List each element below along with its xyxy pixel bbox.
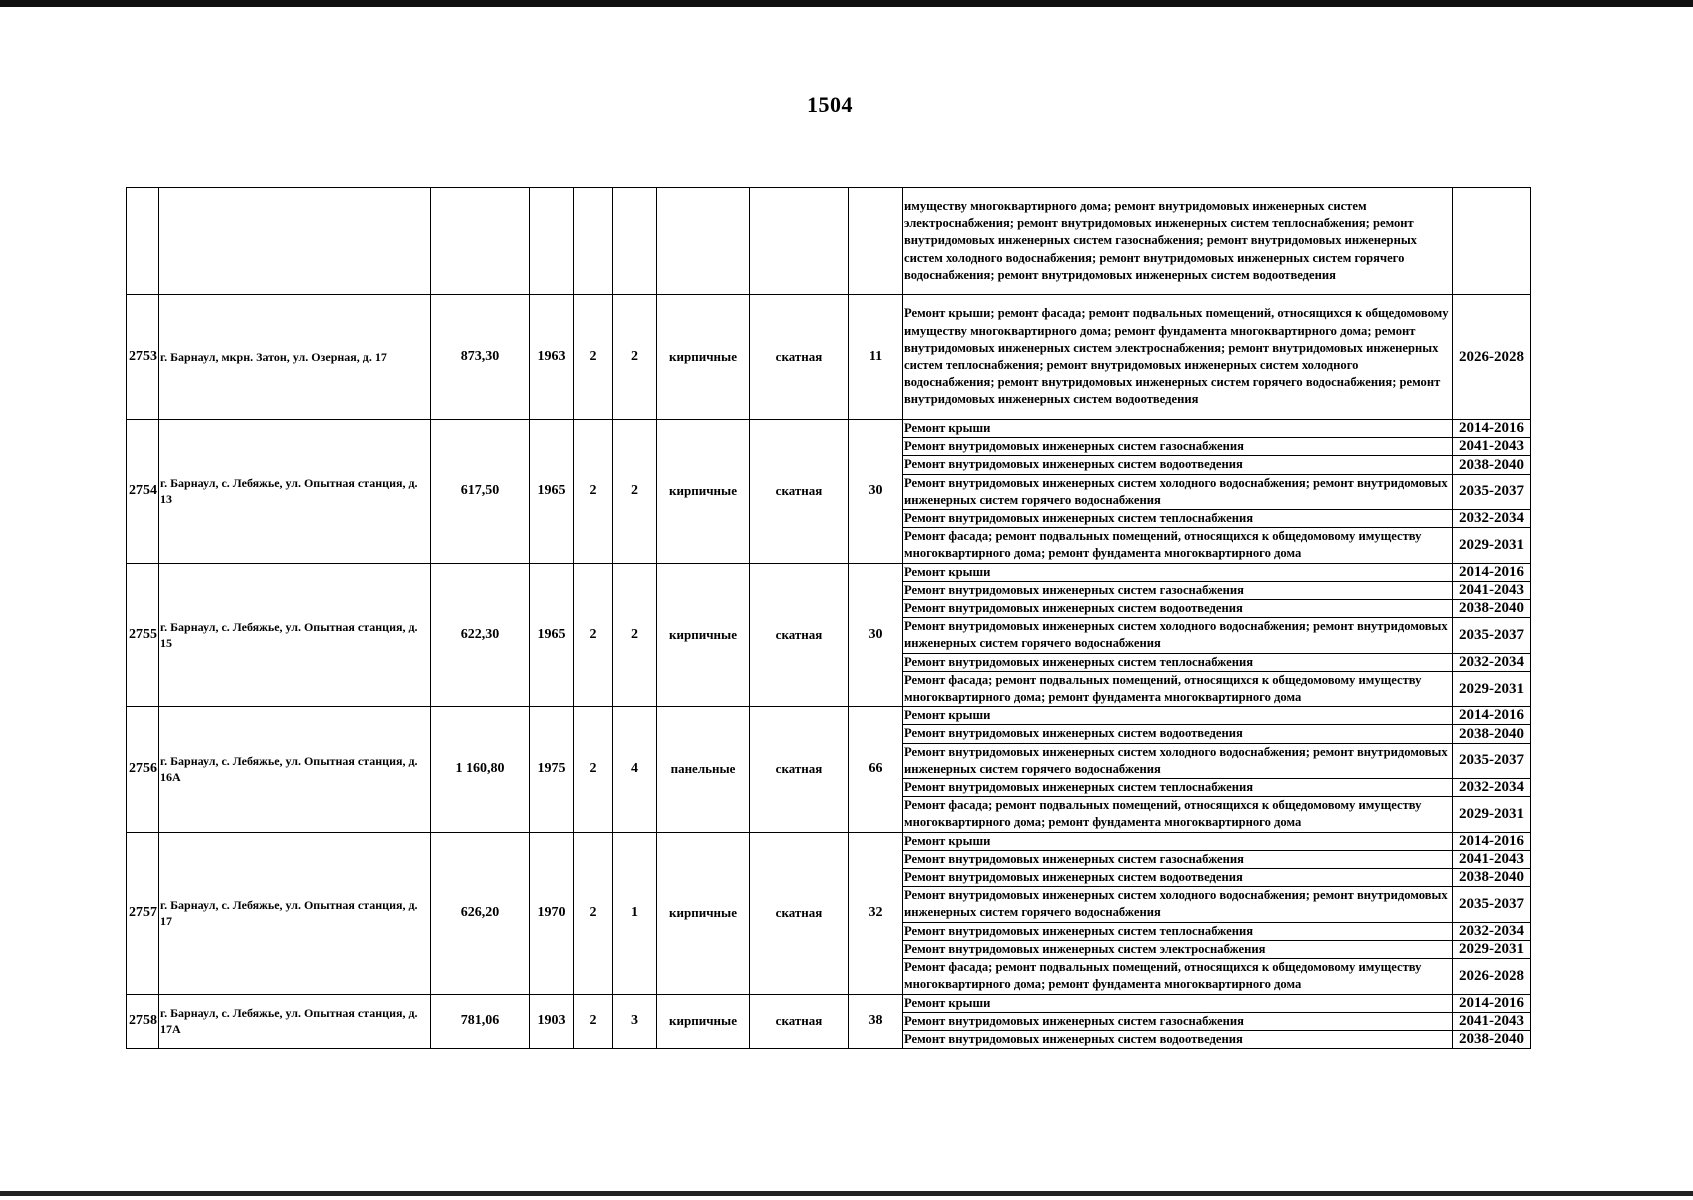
build-year: 1965 <box>530 563 574 707</box>
roof-type: скатная <box>750 563 849 707</box>
building-area: 781,06 <box>431 994 530 1049</box>
table-row <box>127 707 1531 725</box>
building-area: 626,20 <box>431 832 530 994</box>
repair-work-description: Ремонт внутридомовых инженерных систем электроснабжения <box>903 940 1453 958</box>
empty-cell <box>127 188 159 295</box>
repair-period: 2014-2016 <box>1453 563 1531 581</box>
empty-cell <box>1453 188 1531 295</box>
repair-period: 2029-2031 <box>1453 671 1531 706</box>
repair-period: 2029-2031 <box>1453 797 1531 832</box>
repair-period: 2014-2016 <box>1453 832 1531 850</box>
repair-period: 2014-2016 <box>1453 994 1531 1012</box>
wall-material: кирпичные <box>657 994 750 1049</box>
repair-work-description: Ремонт внутридомовых инженерных систем газоснабжения <box>903 850 1453 868</box>
repair-work-description: Ремонт внутридомовых инженерных систем теплоснабжения <box>903 779 1453 797</box>
build-year: 1965 <box>530 420 574 564</box>
build-year: 1975 <box>530 707 574 832</box>
repair-work-description: Ремонт фасада; ремонт подвальных помещений, относящихся к общедомовому имуществу многоквартирного дома; ремонт фундамента многоквартирного дома <box>903 671 1453 706</box>
building-area: 873,30 <box>431 295 530 420</box>
floors-count: 2 <box>574 707 613 832</box>
building-address: г. Барнаул, с. Лебяжье, ул. Опытная станция, д. 17 <box>159 832 431 994</box>
repair-period: 2032-2034 <box>1453 922 1531 940</box>
table-row <box>127 188 1531 295</box>
entrances-count: 1 <box>613 832 657 994</box>
repair-period: 2026-2028 <box>1453 295 1531 420</box>
building-address: г. Барнаул, с. Лебяжье, ул. Опытная станция, д. 13 <box>159 420 431 564</box>
repair-work-description: Ремонт крыши <box>903 994 1453 1012</box>
residents-count: 66 <box>849 707 903 832</box>
repair-work-description: Ремонт внутридомовых инженерных систем теплоснабжения <box>903 510 1453 528</box>
repair-period: 2035-2037 <box>1453 618 1531 653</box>
building-area: 622,30 <box>431 563 530 707</box>
repair-work-description: Ремонт крыши <box>903 420 1453 438</box>
repair-work-description: Ремонт фасада; ремонт подвальных помещений, относящихся к общедомовому имуществу многоквартирного дома; ремонт фундамента многоквартирного дома <box>903 959 1453 994</box>
repair-period: 2032-2034 <box>1453 653 1531 671</box>
residents-count: 11 <box>849 295 903 420</box>
building-number: 2755 <box>127 563 159 707</box>
empty-cell <box>750 188 849 295</box>
repair-period: 2029-2031 <box>1453 940 1531 958</box>
scan-top-edge <box>0 0 1693 7</box>
repair-work-description: Ремонт внутридомовых инженерных систем водоотведения <box>903 456 1453 474</box>
repair-work-description: Ремонт внутридомовых инженерных систем холодного водоснабжения; ремонт внутридомовых инженерных систем горячего водоснабжения <box>903 743 1453 778</box>
repair-period: 2038-2040 <box>1453 456 1531 474</box>
repair-period: 2026-2028 <box>1453 959 1531 994</box>
wall-material: кирпичные <box>657 563 750 707</box>
table-row <box>127 832 1531 850</box>
scan-bottom-edge <box>0 1191 1693 1196</box>
repair-work-description: Ремонт внутридомовых инженерных систем водоотведения <box>903 1030 1453 1048</box>
building-number: 2757 <box>127 832 159 994</box>
residents-count: 32 <box>849 832 903 994</box>
building-address: г. Барнаул, с. Лебяжье, ул. Опытная станция, д. 16А <box>159 707 431 832</box>
repair-work-description: Ремонт фасада; ремонт подвальных помещений, относящихся к общедомовому имуществу многоквартирного дома; ремонт фундамента многоквартирного дома <box>903 797 1453 832</box>
build-year: 1970 <box>530 832 574 994</box>
table-row <box>127 420 1531 438</box>
floors-count: 2 <box>574 295 613 420</box>
floors-count: 2 <box>574 832 613 994</box>
floors-count: 2 <box>574 420 613 564</box>
repair-period: 2041-2043 <box>1453 1012 1531 1030</box>
repair-work-description: Ремонт внутридомовых инженерных систем водоотведения <box>903 725 1453 743</box>
repair-period: 2038-2040 <box>1453 1030 1531 1048</box>
repair-period: 2038-2040 <box>1453 869 1531 887</box>
residents-count: 30 <box>849 420 903 564</box>
repair-period: 2014-2016 <box>1453 707 1531 725</box>
build-year: 1963 <box>530 295 574 420</box>
wall-material: кирпичные <box>657 420 750 564</box>
entrances-count: 4 <box>613 707 657 832</box>
repair-work-description: Ремонт внутридомовых инженерных систем холодного водоснабжения; ремонт внутридомовых инженерных систем горячего водоснабжения <box>903 474 1453 509</box>
table-row <box>127 994 1531 1012</box>
table-row <box>127 563 1531 581</box>
empty-cell <box>530 188 574 295</box>
repair-work-description: Ремонт внутридомовых инженерных систем газоснабжения <box>903 438 1453 456</box>
repair-work-description: Ремонт внутридомовых инженерных систем водоотведения <box>903 869 1453 887</box>
empty-cell <box>574 188 613 295</box>
repair-work-description: Ремонт крыши <box>903 832 1453 850</box>
residents-count: 38 <box>849 994 903 1049</box>
repair-period: 2035-2037 <box>1453 474 1531 509</box>
building-area: 617,50 <box>431 420 530 564</box>
repair-period: 2032-2034 <box>1453 779 1531 797</box>
roof-type: скатная <box>750 994 849 1049</box>
repair-work-description: Ремонт внутридомовых инженерных систем холодного водоснабжения; ремонт внутридомовых инженерных систем горячего водоснабжения <box>903 618 1453 653</box>
table-body <box>127 188 1531 1049</box>
table-row <box>127 295 1531 420</box>
repair-period: 2038-2040 <box>1453 725 1531 743</box>
repair-period: 2041-2043 <box>1453 850 1531 868</box>
roof-type: скатная <box>750 832 849 994</box>
roof-type: скатная <box>750 707 849 832</box>
repair-work-description: Ремонт внутридомовых инженерных систем теплоснабжения <box>903 653 1453 671</box>
floors-count: 2 <box>574 563 613 707</box>
repair-period: 2035-2037 <box>1453 743 1531 778</box>
repair-period: 2035-2037 <box>1453 887 1531 922</box>
entrances-count: 2 <box>613 295 657 420</box>
empty-cell <box>159 188 431 295</box>
repair-work-description: Ремонт фасада; ремонт подвальных помещений, относящихся к общедомовому имуществу многоквартирного дома; ремонт фундамента многоквартирного дома <box>903 528 1453 563</box>
wall-material: кирпичные <box>657 295 750 420</box>
entrances-count: 2 <box>613 563 657 707</box>
floors-count: 2 <box>574 994 613 1049</box>
building-number: 2754 <box>127 420 159 564</box>
repair-work-description: Ремонт крыши <box>903 563 1453 581</box>
empty-cell <box>849 188 903 295</box>
repair-period: 2038-2040 <box>1453 600 1531 618</box>
building-address: г. Барнаул, с. Лебяжье, ул. Опытная станция, д. 15 <box>159 563 431 707</box>
repair-period: 2032-2034 <box>1453 510 1531 528</box>
building-address: г. Барнаул, с. Лебяжье, ул. Опытная станция, д. 17А <box>159 994 431 1049</box>
page-number: 1504 <box>807 92 853 117</box>
repair-period: 2041-2043 <box>1453 581 1531 599</box>
repair-work-description: Ремонт крыши; ремонт фасада; ремонт подвальных помещений, относящихся к общедомовому имуществу многоквартирного дома; ремонт фундамента многоквартирного дома; ремонт внутридомовых инженерных систем электроснабжения; ремонт внутридомовых инженерных систем теплоснабжения; ремонт внутридомовых инженерных систем холодного водоснабжения; ремонт внутридомовых инженерных систем горячего водоснабжения; ремонт внутридомовых инженерных систем водоотведения <box>903 295 1453 420</box>
roof-type: скатная <box>750 295 849 420</box>
repair-work-description: Ремонт внутридомовых инженерных систем водоотведения <box>903 600 1453 618</box>
repair-work-description: Ремонт крыши <box>903 707 1453 725</box>
repair-work-description: Ремонт внутридомовых инженерных систем холодного водоснабжения; ремонт внутридомовых инженерных систем горячего водоснабжения <box>903 887 1453 922</box>
repair-work-description: Ремонт внутридомовых инженерных систем теплоснабжения <box>903 922 1453 940</box>
repair-period: 2029-2031 <box>1453 528 1531 563</box>
roof-type: скатная <box>750 420 849 564</box>
entrances-count: 3 <box>613 994 657 1049</box>
building-area: 1 160,80 <box>431 707 530 832</box>
repair-period: 2041-2043 <box>1453 438 1531 456</box>
building-address: г. Барнаул, мкрн. Затон, ул. Озерная, д. 17 <box>159 295 431 420</box>
entrances-count: 2 <box>613 420 657 564</box>
building-number: 2758 <box>127 994 159 1049</box>
empty-cell <box>657 188 750 295</box>
building-number: 2753 <box>127 295 159 420</box>
repair-work-description: Ремонт внутридомовых инженерных систем газоснабжения <box>903 581 1453 599</box>
capital-repair-table <box>126 187 1531 1049</box>
wall-material: кирпичные <box>657 832 750 994</box>
repair-work-description: Ремонт внутридомовых инженерных систем газоснабжения <box>903 1012 1453 1030</box>
residents-count: 30 <box>849 563 903 707</box>
building-number: 2756 <box>127 707 159 832</box>
build-year: 1903 <box>530 994 574 1049</box>
repair-period: 2014-2016 <box>1453 420 1531 438</box>
empty-cell <box>613 188 657 295</box>
repair-works-continuation: имуществу многоквартирного дома; ремонт внутридомовых инженерных систем электроснабжения; ремонт внутридомовых инженерных систем теплоснабжения; ремонт внутридомовых инженерных систем газоснабжения; ремонт внутридомовых инженерных систем холодного водоснабжения; ремонт внутридомовых инженерных систем горячего водоснабжения; ремонт внутридомовых инженерных систем водоотведения <box>903 188 1453 295</box>
empty-cell <box>431 188 530 295</box>
wall-material: панельные <box>657 707 750 832</box>
